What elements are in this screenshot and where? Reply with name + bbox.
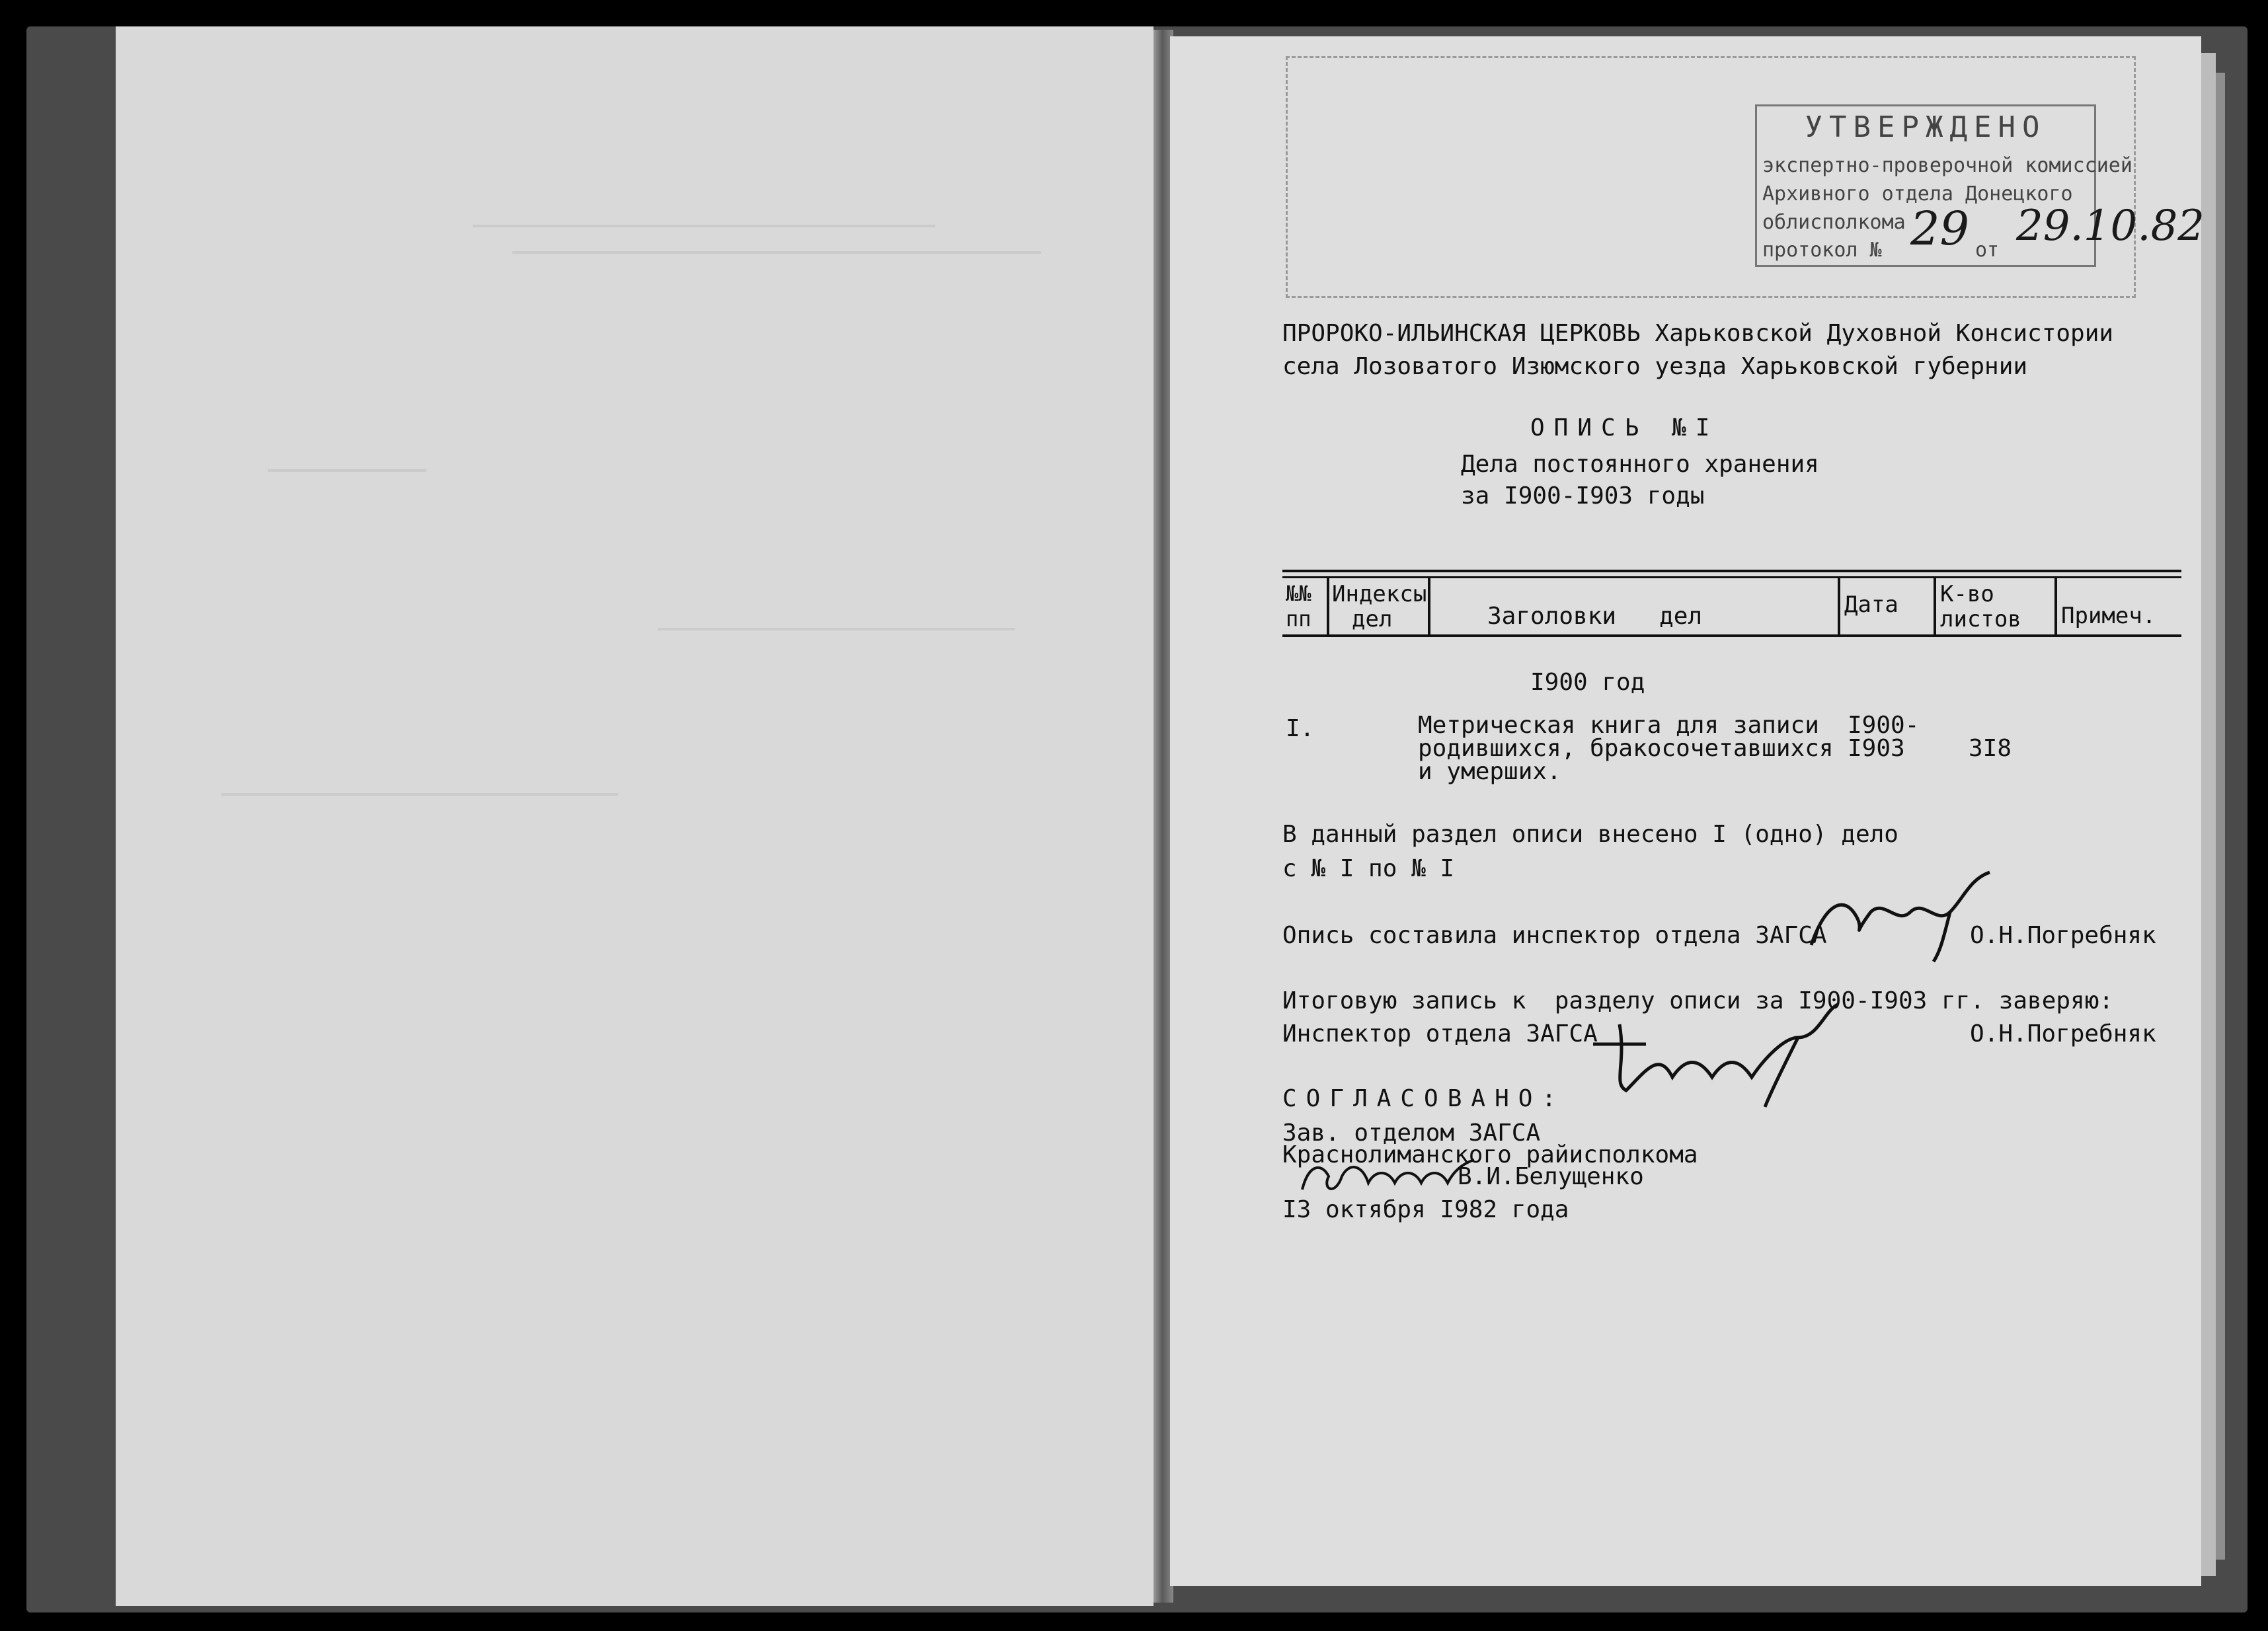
header-index-1: Индексы: [1332, 581, 1427, 607]
table-col-divider: [1327, 576, 1329, 636]
table-col-divider: [1838, 576, 1840, 636]
header-num-2: пп: [1286, 606, 1311, 631]
page-edge: [2200, 53, 2216, 1576]
header-sheets-2: листов: [1940, 606, 2021, 632]
compiled-text: Опись составила инспектор отдела ЗАГСА: [1282, 922, 1827, 949]
stamp-line-4-prefix: протокол №: [1762, 239, 1882, 262]
row-sheets: 3I8: [1969, 735, 2012, 762]
stamp-line-1: экспертно-проверочной комиссией: [1762, 154, 2132, 177]
certify-line-2: Инспектор отдела ЗАГСА: [1282, 1020, 1598, 1047]
stamp-line-3: облисполкома: [1762, 211, 1906, 234]
table-top-rule-2: [1282, 576, 2181, 578]
agreed-date: I3 октября I982 года: [1282, 1196, 1569, 1223]
row-date-line-2: I903: [1848, 735, 1905, 762]
header-title: Заголовки дел: [1487, 603, 1703, 630]
protocol-number-handwritten: 29: [1910, 202, 1970, 256]
row-title-line-2: родившихся, бракосочетавшихся: [1418, 735, 1834, 762]
header-date: Дата: [1844, 591, 1898, 618]
header-num-1: №№: [1286, 581, 1311, 606]
table-header-rule: [1282, 634, 2181, 637]
row-date-line-1: I900-: [1848, 712, 1920, 739]
year-heading: I900 год: [1530, 669, 1645, 696]
row-title-line-1: Метрическая книга для записи: [1418, 712, 1819, 739]
inventory-title: ОПИСЬ №I: [1530, 414, 1719, 441]
certify-name: О.Н.Погребняк: [1970, 1020, 2156, 1047]
inventory-subtitle: Дела постоянного хранения: [1461, 451, 1819, 478]
page-edge-shadow: [2216, 73, 2225, 1560]
inspector-signature: [1586, 998, 1864, 1110]
header-line-2: села Лозоватого Изюмского уезда Харьковской губернии: [1282, 353, 2028, 380]
header-index-2: дел: [1352, 606, 1393, 632]
compiled-name: О.Н.Погребняк: [1970, 922, 2156, 949]
table-top-rule: [1282, 570, 2181, 572]
stamp-line-4-mid: от: [1975, 239, 2000, 262]
stamp-title: УТВЕРЖДЕНО: [1805, 110, 2047, 144]
protocol-date-handwritten: 29.10.82: [2016, 202, 2205, 250]
head-signature: [1296, 1150, 1481, 1203]
table-col-divider: [1934, 576, 1936, 636]
table-col-divider: [1428, 576, 1430, 636]
stamp-line-2: Архивного отдела Донецкого: [1762, 182, 2073, 206]
row-title-line-3: и умерших.: [1418, 758, 1561, 785]
agreed-name: В.И.Белущенко: [1458, 1163, 1644, 1190]
inventory-years: за I900-I903 годы: [1461, 482, 1705, 510]
header-line-1: ПРОРОКО-ИЛЬИНСКАЯ ЦЕРКОВЬ Харьковской Духовной Консистории: [1282, 320, 2114, 347]
agreed-line-2: Краснолиманского райисполкома: [1282, 1141, 1698, 1168]
table-col-divider: [2054, 576, 2057, 636]
agreed-line-1: Зав. отделом ЗАГСА: [1282, 1119, 1541, 1147]
certify-line-1: Итоговую запись к разделу описи за I900-I903 гг. заверяю:: [1282, 987, 2114, 1014]
row-num: I.: [1286, 715, 1315, 742]
header-note: Примеч.: [2061, 603, 2156, 629]
summary-line-1: В данный раздел описи внесено I (одно) дело: [1282, 821, 1898, 848]
header-sheets-1: К-во: [1940, 581, 1994, 607]
compiler-signature: [1798, 866, 1996, 965]
summary-line-2: с № I по № I: [1282, 855, 1455, 882]
left-page-blank: [116, 26, 1154, 1606]
agreed-title: СОГЛАСОВАНО:: [1282, 1085, 1566, 1112]
